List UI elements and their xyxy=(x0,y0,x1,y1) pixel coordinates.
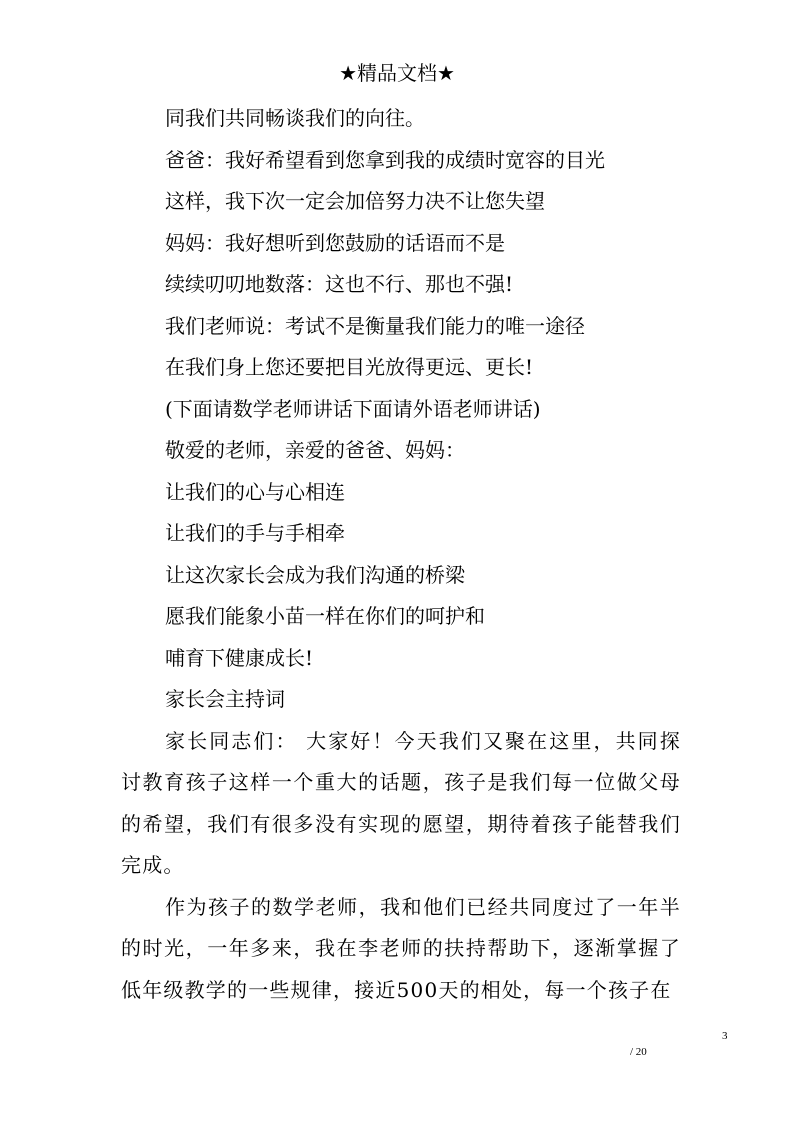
text-line: 让这次家长会成为我们沟通的桥梁 xyxy=(165,562,465,587)
page-total: / 20 xyxy=(630,1046,647,1058)
text-line: 妈妈：我好想听到您鼓励的话语而不是 xyxy=(165,230,505,255)
page-number: 3 xyxy=(722,1030,728,1042)
text-line: 让我们的心与心相连 xyxy=(165,479,345,504)
paragraph: 作为孩子的数学老师，我和他们已经共同度过了一年半的时光，一年多来，我在李老师的扶持帮助下，逐渐掌握了低年级教学的一些规律，接近500天的相处，每一个孩子在 xyxy=(121,894,681,1002)
text-line: 我们老师说：考试不是衡量我们能力的唯一途径 xyxy=(165,313,585,338)
document-body xyxy=(121,98,681,1011)
text-line: 同我们共同畅谈我们的向往。 xyxy=(165,106,425,130)
text-line: 在我们身上您还要把目光放得更远、更长! xyxy=(165,355,534,379)
text-line: (下面请数学老师讲话下面请外语老师讲话) xyxy=(165,396,541,421)
text-line: 哺育下健康成长! xyxy=(165,645,314,670)
text-line: 愿我们能象小苗一样在你们的呵护和 xyxy=(165,604,485,628)
section-heading: 家长会主持词 xyxy=(165,687,285,711)
text-line: 续续叨叨地数落：这也不行、那也不强! xyxy=(165,272,514,296)
text-line: 让我们的手与手相牵 xyxy=(165,521,345,545)
paragraph: 家长同志们： 大家好！今天我们又聚在这里，共同探讨教育孩子这样一个重大的话题，孩子是我们每一位做父母的希望，我们有很多没有实现的愿望，期待着孩子能替我们完成。 xyxy=(121,728,681,877)
document-header: ★精品文档★ xyxy=(339,61,455,85)
text-line: 这样，我下次一定会加倍努力决不让您失望 xyxy=(165,189,545,213)
text-line: 爸爸：我好希望看到您拿到我的成绩时宽容的目光 xyxy=(165,147,605,172)
text-line: 敬爱的老师，亲爱的爸爸、妈妈： xyxy=(165,438,465,462)
